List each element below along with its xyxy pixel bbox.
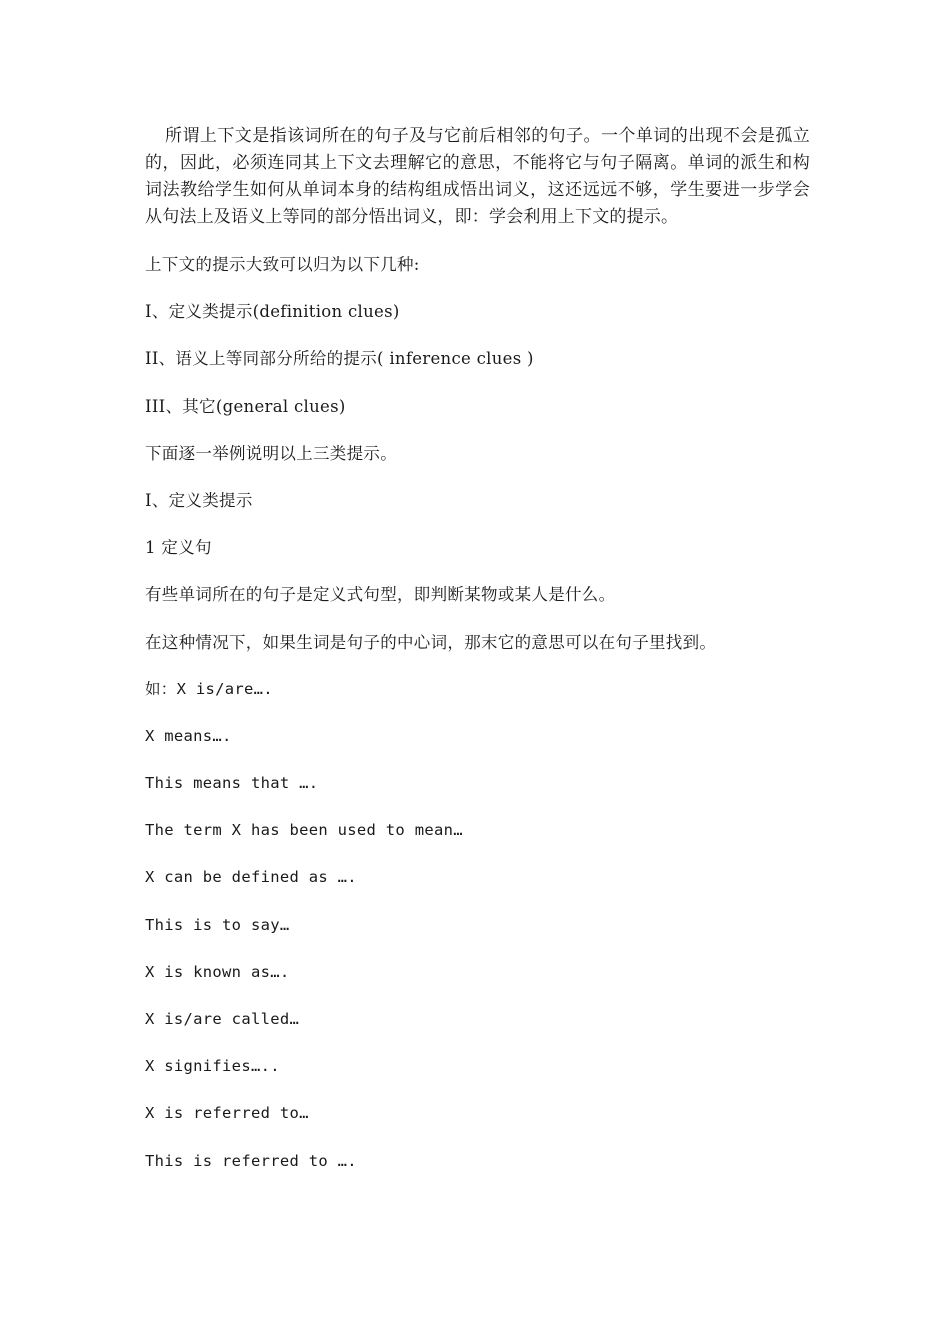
definition-sentence-condition: 在这种情况下，如果生词是句子的中心词，那末它的意思可以在句子里找到。 [145,632,717,652]
document-page [145,123,810,1195]
clue-type-inference: II、语义上等同部分所给的提示( inference clues ) [145,349,534,369]
pattern-line: This is referred to …. [145,1151,357,1170]
pattern-line: This is to say… [145,915,290,934]
clue-type-definition: I、定义类提示(definition clues) [145,302,400,322]
pattern-line: X is/are called… [145,1010,300,1028]
clue-type-general: III、其它(general clues) [145,396,346,416]
pattern-line: X is referred to… [145,1104,309,1123]
pattern-line: X can be defined as …. [145,868,357,887]
pattern-line: X signifies….. [145,1057,280,1076]
pattern-line: This means that …. [145,774,319,793]
examples-intro: 下面逐一举例说明以上三类提示。 [145,443,397,463]
intro-paragraph: 所谓上下文是指该词所在的句子及与它前后相邻的句子。一个单词的出现不会是孤立的，因此，必须连同其上下文去理解它的意思，不能将它与句子隔离。单词的派生和构词法教给学生如何从单词本身的结构组成悟出词义，这还远远不够，学生要进一步学会从句法上及语义上等同的部分悟出词义，即：学会利用上下文的提示。 [145,126,810,227]
pattern-line: 如：X is/are…. [145,679,273,698]
clue-types-intro: 上下文的提示大致可以归为以下几种: [145,255,420,274]
definition-sentence-description: 有些单词所在的句子是定义式句型，即判断某物或某人是什么。 [145,585,616,605]
pattern-line: X is known as…. [145,962,290,981]
section-heading-definition: I、定义类提示 [145,490,253,510]
subsection-heading-definition-sentence: 1 定义句 [145,538,212,558]
pattern-line: X means…. [145,726,232,745]
pattern-line: The term X has been used to mean… [145,821,463,840]
